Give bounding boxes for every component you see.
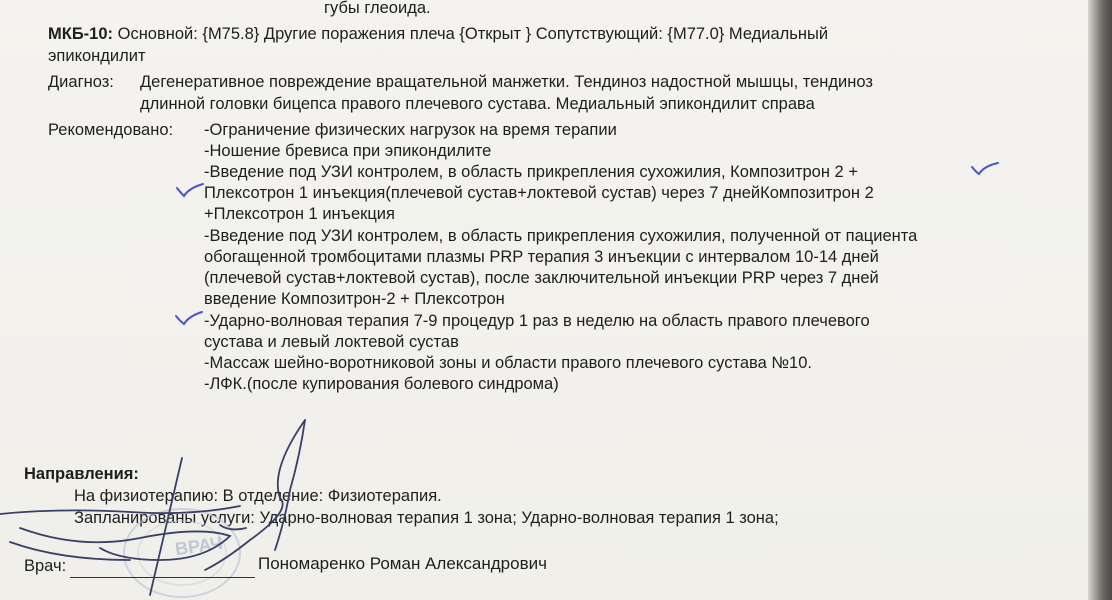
page-edge-shadow [1088,0,1112,600]
doctor-label: Врач: [24,557,67,575]
recommendation-line: введение Композитрон-2 + Плексотрон [204,290,505,308]
recommendation-line: -Ношение бревиса при эпикондилите [204,142,492,160]
referrals-label: Направления: [24,465,139,483]
recommendation-line: -Ограничение физических нагрузок на время терапии [204,121,617,139]
recommendation-line: сустава и левый локтевой сустав [204,333,459,351]
mkb-line-1 [48,24,828,44]
stamp-text: ВРАЧ [173,532,224,560]
diagnosis-line-1: Дегенеративное повреждение вращательной манжетки. Тендиноз надостной мышцы, тендиноз [140,73,873,91]
diagnosis-label: Диагноз: [48,73,114,91]
recommendation-line: (плечевой сустав+локтевой сустав), после заключительной инъекции PRP через 7 дней [204,269,879,287]
mkb-line-2: эпикондилит [48,47,146,65]
recommendation-line: +Плексотрон 1 инъекция [204,205,395,223]
recommendation-line: -Ударно-волновая терапия 7-9 процедур 1 раз в неделю на область правого плечевого [204,312,870,330]
recommendations-label: Рекомендовано: [48,121,174,139]
doctor-name: Пономаренко Роман Александрович [258,554,547,573]
referral-line-2: Запланированы услуги: Ударно-волновая терапия 1 зона; Ударно-волновая терапия 1 зона; [74,509,779,527]
top-fragment: губы глеоида. [324,0,431,17]
handwritten-checkmark-icon [970,160,1000,176]
diagnosis-line-2: длинной головки бицепса правого плечевого сустава. Медиальный эпикондилит справа [140,95,815,113]
handwritten-checkmark-icon [175,182,205,198]
mkb-codes: Основной: {M75.8} Другие поражения плеча {Открыт } Сопутствующий: {M77.0} Медиальный [113,25,829,43]
signature-line [70,577,255,578]
referral-line-1: На физиотерапию: В отделение: Физиотерапия. [74,487,442,505]
handwritten-checkmark-icon [174,310,204,326]
recommendation-line: -Введение под УЗИ контролем, в область прикрепления сухожилия, полученной от пациента [204,227,918,245]
recommendation-line: -Массаж шейно-воротниковой зоны и области правого плечевого сустава №10. [204,354,812,372]
recommendation-line: -ЛФК.(после купирования болевого синдрома) [204,375,559,393]
mkb-label: МКБ-10: [48,25,114,43]
recommendation-line: обогащенной тромбоцитами плазмы PRP терапия 3 инъекции с интервалом 10-14 дней [204,248,879,266]
recommendation-line: Плексотрон 1 инъекция(плечевой сустав+локтевой сустав) через 7 днейКомпозитрон 2 [204,184,874,202]
recommendation-line: -Введение под УЗИ контролем, в область прикрепления сухожилия, Композитрон 2 + [204,163,858,181]
